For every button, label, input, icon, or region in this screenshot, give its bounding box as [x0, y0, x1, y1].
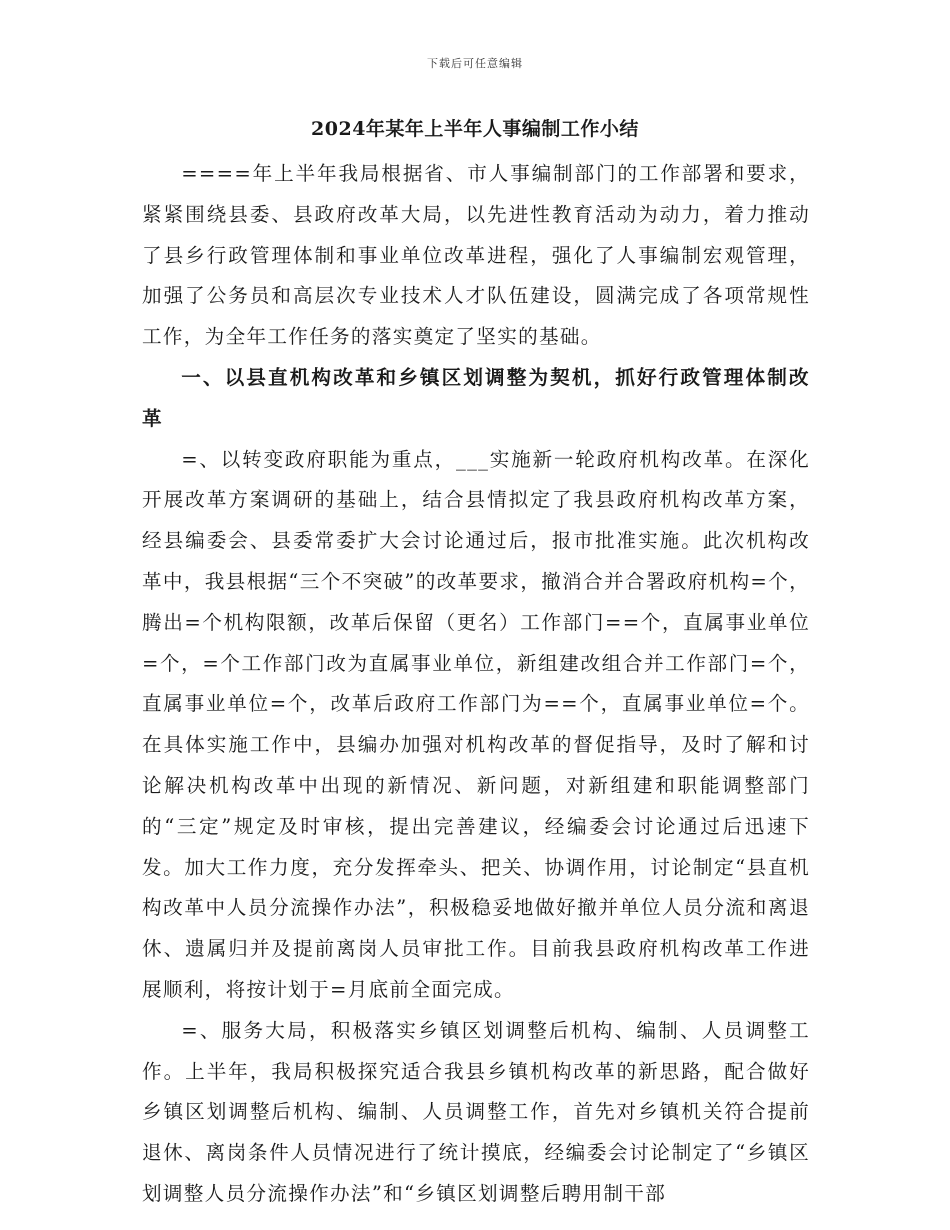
- document-title: 2024年某年上半年人事编制工作小结: [311, 118, 639, 140]
- document-body: [142, 154, 810, 1215]
- intro-paragraph: ====年上半年我局根据省、市人事编制部门的工作部署和要求，紧紧围绕县委、县政府改革大局，以先进性教育活动为动力，着力推动了县乡行政管理体制和事业单位改革进程，强化了人事编制宏观管理，加强了公务员和高层次专业技术人才队伍建设，圆满完成了各项常规性工作，为全年工作任务的落实奠定了坚实的基础。: [142, 162, 810, 349]
- body-paragraph: =、以转变政府职能为重点，___实施新一轮政府机构改革。在深化开展改革方案调研的基础上，结合县情拟定了我县政府机构改革方案，经县编委会、县委常委扩大会讨论通过后，报市批准实施。此次机构改革中，我县根据“三个不突破”的改革要求，撤消合并合署政府机构=个，腾出=个机构限额，改革后保留（更名）工作部门==个，直属事业单位=个，=个工作部门改为直属事业单位，新组建改组合并工作部门=个，直属事业单位=个，改革后政府工作部门为==个，直属事业单位=个。在具体实施工作中，县编办加强对机构改革的督促指导，及时了解和讨论解决机构改革中出现的新情况、新问题，对新组建和职能调整部门的“三定”规定及时审核，提出完善建议，经编委会讨论通过后迅速下发。加大工作力度，充分发挥牵头、把关、协调作用，讨论制定“县直机构改革中人员分流操作办法”，积极稳妥地做好撤并单位人员分流和离退休、遗属归并及提前离岗人员审批工作。目前我县政府机构改革工作进展顺利，将按计划于=月底前全面完成。: [142, 447, 810, 1001]
- body-paragraph: =、服务大局，积极落实乡镇区划调整后机构、编制、人员调整工作。上半年，我局积极探究适合我县乡镇机构改革的新思路，配合做好乡镇区划调整后机构、编制、人员调整工作，首先对乡镇机关符合提前退休、离岗条件人员情况进行了统计摸底，经编委会讨论制定了“乡镇区划调整人员分流操作办法”和“乡镇区划调整后聘用制干部: [142, 1018, 810, 1205]
- header-note: 下载后可任意编辑: [427, 57, 523, 70]
- section-heading: 一、以县直机构改革和乡镇区划调整为契机，抓好行政管理体制改革: [142, 365, 810, 430]
